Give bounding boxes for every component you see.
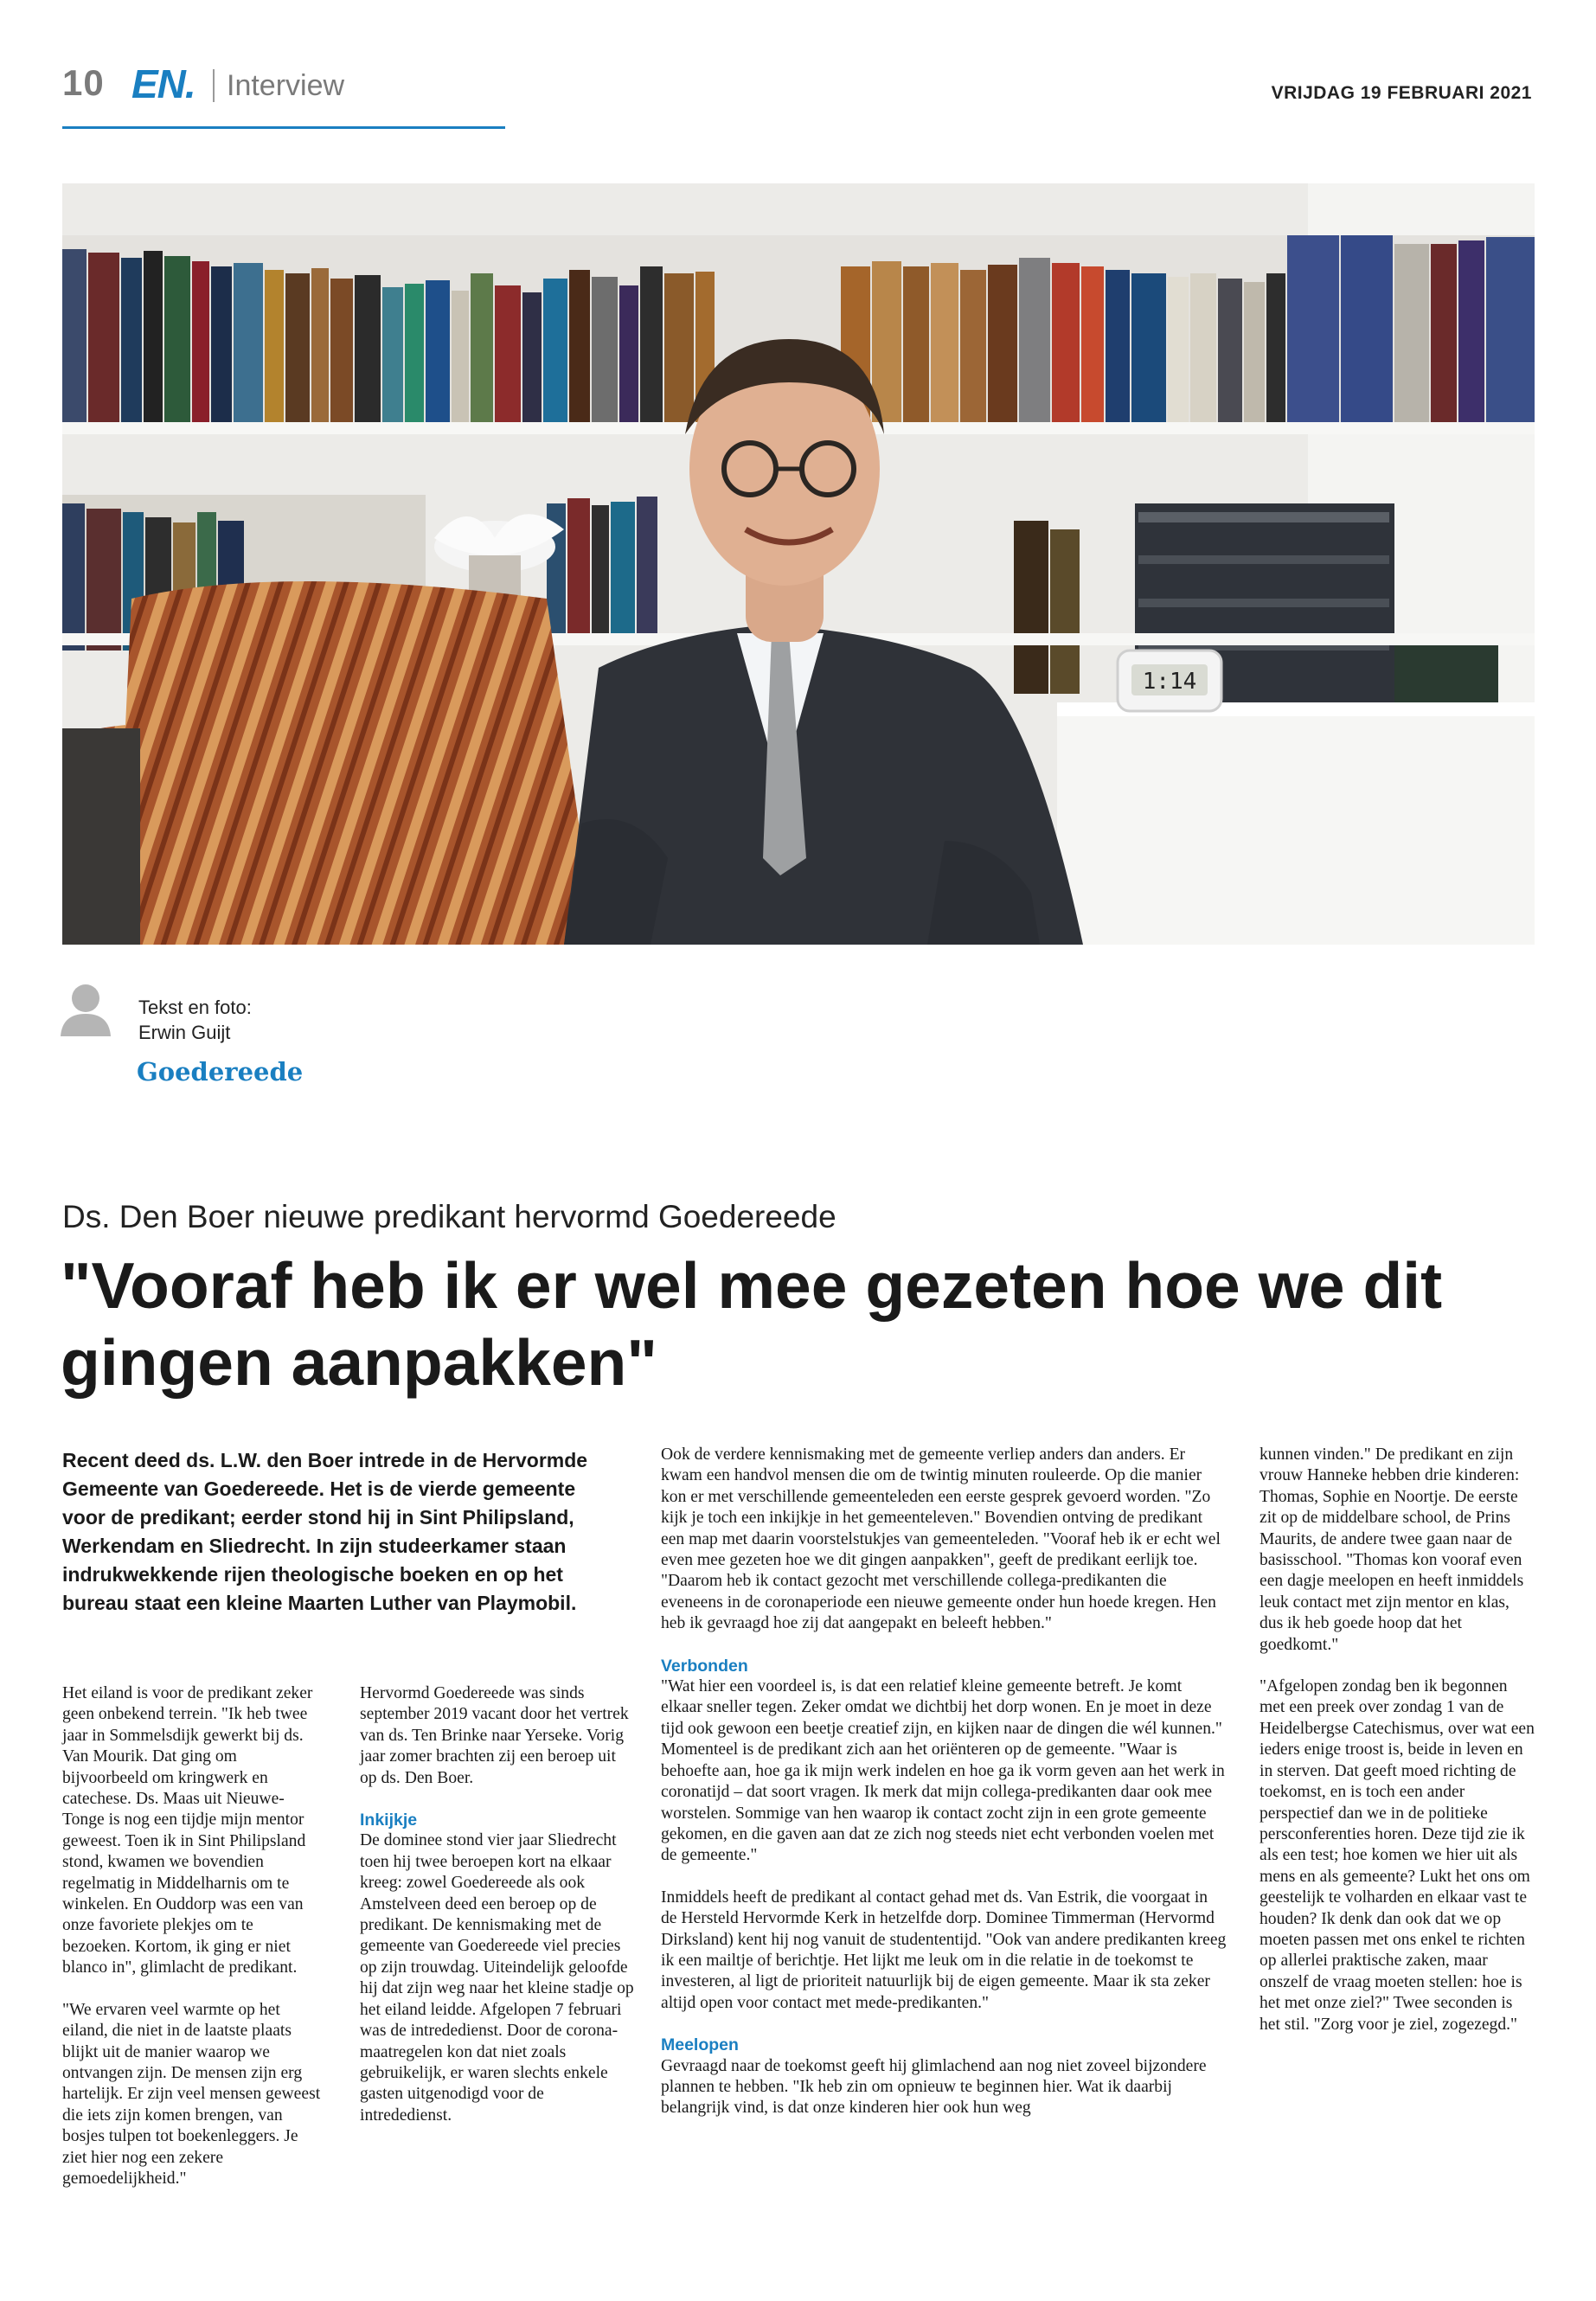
header-separator [213,69,215,102]
subheading-verbonden: Verbonden [661,1656,748,1676]
paragraph: Gevraagd naar de toekomst geeft hij glimlachend aan nog niet zoveel bijzondere plannen te hebben. "Ik heb zin om opnieuw te beginnen hier. Wat ik daarbij belangrijk vind, is dat onze kinderen hier ook hun weg [661,2056,1207,2118]
credit-author: Erwin Guijt [138,1022,231,1043]
header-rule [62,126,505,129]
article-kicker: Ds. Den Boer nieuwe predikant hervormd Goedereede [62,1199,836,1234]
paragraph: Ook de verdere kennismaking met de gemeente verliep anders dan anders. Er kwam een handvol mensen die om de twintig minuten rouleerde. Op die manier kon er met verschillende gemeenteleden een eerste gesprek gevoerd worden. "Zo kijk je toch een inkijkje in het gemeenteleven." Bovendien ontving de predikant een map met daarin voorstelstukjes van gemeenteleden. "Vooraf heb ik er echt wel even mee gezeten hoe we dit gingen aanpakken", geeft de predikant eerlijk toe. "Daarom heb ik contact gezocht met verschillende collega-predikanten die eveneens in de coronaperiode een nieuwe gemeente onder hun hoede kregen. Hen heb ik gevraagd hoe zij dat aangepakt en beleeft hebben." [661,1445,1221,1633]
newspaper-logo: EN. [131,61,195,106]
desk-clock [1118,651,1221,711]
paragraph: kunnen vinden." De predikant en zijn vrouw Hanneke hebben drie kinderen: Thomas, Sophie en Noortje. De eerste zit op de middelbare school, de Prins Maurits, de andere twee gaan naar de basisschool. "Thomas kon vooraf even een dagje meelopen en heeft inmiddels leuk contact met zijn mentor en klas, dus ik heb goede hoop dat het goedkomt." [1259,1445,1524,1654]
author-avatar-icon [61,983,111,1036]
paragraph: Het eiland is voor de predikant zeker geen onbekend terrein. "Ik heb twee jaar in Sommelsdijk gewerkt bij ds. Van Mourik. Dat ging om bijvoorbeeld om kringwerk en catechese. Ds. Maas uit Nieuwe-Tonge is nog een tijdje mijn mentor geweest. Toen ik in Sint Philipsland stond, kwamen we bovendien regelmatig in Middelharnis om te winkelen. En Ouddorp was een van onze favoriete plekjes om te bezoeken. Kortom, ik ging er niet blanco in", glimlacht de predikant. [62,1684,313,1977]
photo-credit [138,995,252,1045]
paragraph: "We ervaren veel warmte op het eiland, die niet in de laatste plaats blijkt uit de manier waarop we ontvangen zijn. De mensen zijn erg hartelijk. Er zijn veel mensen geweest die iets zijn komen brengen, van bosjes tulpen tot boekenleggers. Je ziet hier nog een zekere gemoedelijkheid." [62,2000,321,2188]
paragraph: Inmiddels heeft de predikant al contact gehad met ds. Van Estrik, die voorgaat in de Hersteld Hervormde Kerk in hetzelfde dorp. Dominee Timmerman (Hervormd Dirksland) kent hij nog vanuit de studententijd. "Ook van andere predikanten kreeg ik een mailtje of berichtje. Het lijkt me leuk om in die relatie in de toekomst te investeren, al ligt de prioriteit natuurlijk bij de eigen gemeente. Maar ik sta zeker altijd open voor contact met mede-predikanten." [661,1888,1227,2012]
section-label: Interview [227,69,345,102]
paragraph: "Afgelopen zondag ben ik begonnen met een preek over zondag 1 van de Heidelbergse Catechismus, over wat een ieders enige troost is, beide in leven en in sterven. Dat geeft moed richting de toekomst, en is toch een ander perspectief dan we in de politieke persconferenties horen. Deze tijd zie ik als een test; hoe komen we hier uit als mens en als gemeente? Lukt het ons om geestelijk te volharden en elkaar vast te houden? Ik denk dan ook dat we op moeten passen met ons enkel te richten op allerlei praktische zaken, maar onszelf de vraag moeten stellen: hoe is het met onze ziel?" Twee seconden is het stil. "Zorg voor je ziel, zogezegd." [1259,1677,1535,2034]
article-column-2 [360,1683,637,2126]
paragraph: De dominee stond vier jaar Sliedrecht toen hij twee beroepen kort na elkaar kreeg: zowel Goedereede als ook Amstelveen deed een beroep op de predikant. De kennismaking met de gemeente van Goedereede viel precies op zijn trouwdag. Uiteindelijk geloofde hij dat zijn weg naar het kleine stadje op het eiland leidde. Afgelopen 7 februari was de intrededienst. Door de corona-maatregelen kon dat niet zoals gebruikelijk, er waren slechts enkele gasten uitgenodigd voor de intrededienst. [360,1831,634,2125]
page-number: 10 [62,62,105,103]
clock-time: 1:14 [1142,669,1197,695]
article-lead: Recent deed ds. L.W. den Boer intrede in de Hervormde Gemeente van Goedereede. Het is de vierde gemeente voor de predikant; eerder stond hij in Sint Philipsland, Werkendam en Sliedrecht. In zijn studeerkamer staan indrukwekkende rijen theologische boeken en op het bureau staat een kleine Maarten Luther van Playmobil. [62,1449,588,1614]
subheading-inkijkje: Inkijkje [360,1811,418,1830]
paragraph: "Wat hier een voordeel is, is dat een relatief kleine gemeente betreft. Je komt elkaar sneller tegen. Zeker omdat we dichtbij het dorp wonen. En je moet in deze tijd ook gewoon een beetje creatief zijn, en kijken naar de dingen die wél kunnen." Momenteel is de predikant zich aan het oriënteren op de gemeente. "Waar is behoefte aan, hoe ga ik mijn werk indelen en hoe ga ik vorm geven aan het werk in coronatijd – dat soort vragen. Ik merk dat mijn collega-predikanten daar ook mee worstelen. Sommige van hen waarop ik contact zocht zijn in een grote gemeente gekomen, en die gaven aan dat ze zich nog steeds niet echt verbonden voelen met de gemeente." [661,1677,1225,1865]
armchair [62,581,599,945]
paragraph: Hervormd Goedereede was sinds september 2019 vacant door het vertrek van ds. Ten Brinke naar Yerseke. Vorig jaar zomer brachten zij een beroep uit op ds. Den Boer. [360,1684,629,1787]
article-photo [62,183,1535,945]
subheading-meelopen: Meelopen [661,2035,739,2055]
article-column-4 [1259,1445,1535,2035]
article-column-1 [62,1683,322,2189]
article-column-3 [661,1445,1227,2119]
issue-date: VRIJDAG 19 FEBRUARI 2021 [1271,83,1532,103]
location-tag: Goedereede [137,1057,304,1086]
article-headline: "Vooraf heb ik er wel mee gezeten hoe we dit gingen aanpakken" [61,1249,1443,1399]
credit-label: Tekst en foto: [138,997,252,1018]
